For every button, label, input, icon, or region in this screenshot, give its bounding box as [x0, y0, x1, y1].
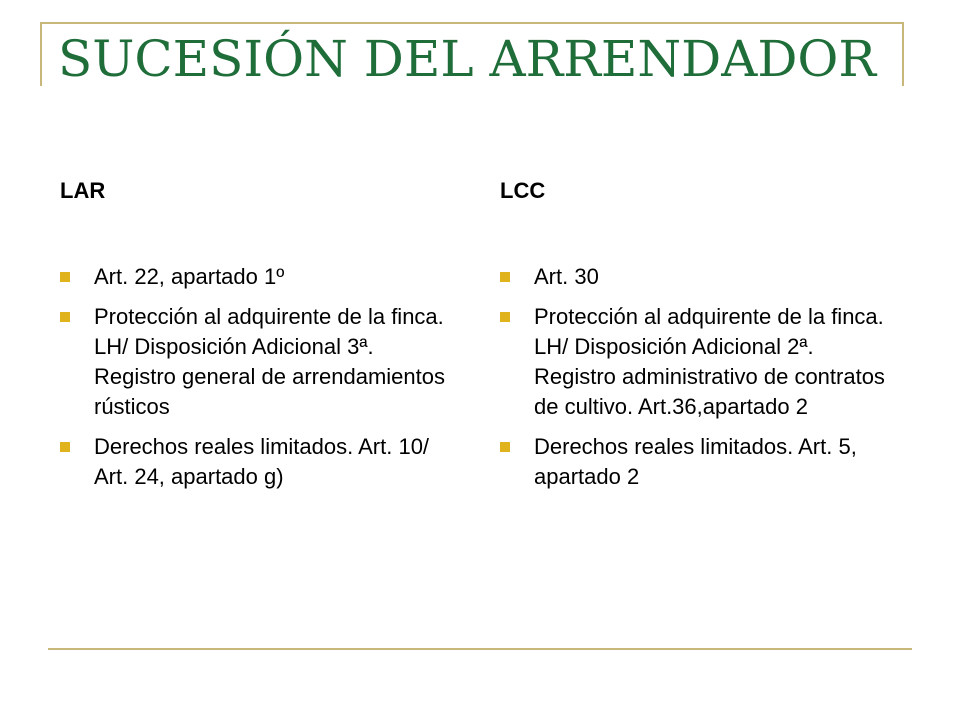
column-lcc — [500, 178, 900, 502]
square-bullet-icon — [500, 272, 510, 282]
bullet-list-lcc — [500, 262, 900, 492]
list-item-text: Derechos reales limitados. Art. 10/ Art. 24, apartado g) — [94, 434, 430, 490]
frame-top-rule — [40, 22, 904, 24]
slide-title: SUCESIÓN DEL ARRENDADOR — [58, 30, 877, 88]
list-item — [500, 432, 900, 492]
list-item-text: Derechos reales limitados. Art. 5, apartado 2 — [534, 434, 857, 490]
bullet-list-lar — [60, 262, 460, 492]
list-item — [500, 302, 900, 422]
column-heading-lcc: LCC — [500, 178, 546, 203]
column-lar — [60, 178, 460, 502]
list-item-text: Protección al adquirente de la finca. LH/ Disposición Adicional 3ª. Registro general de arrendamientos rústicos — [94, 304, 445, 420]
list-item-text: Protección al adquirente de la finca. LH/ Disposición Adicional 2ª. Registro administrativo de contratos de cultivo. Art.36,apartado 2 — [534, 304, 885, 420]
square-bullet-icon — [60, 312, 70, 322]
list-item — [60, 432, 460, 492]
list-item — [500, 262, 900, 292]
column-heading-lar: LAR — [60, 178, 106, 203]
square-bullet-icon — [500, 442, 510, 452]
frame-left-rule — [40, 22, 42, 86]
list-item — [60, 302, 460, 422]
square-bullet-icon — [60, 272, 70, 282]
list-item-text: Art. 30 — [534, 264, 599, 290]
frame-bottom-rule — [48, 648, 912, 650]
list-item-text: Art. 22, apartado 1º — [94, 264, 285, 290]
square-bullet-icon — [60, 442, 70, 452]
frame-right-rule — [902, 22, 904, 86]
list-item — [60, 262, 460, 292]
square-bullet-icon — [500, 312, 510, 322]
